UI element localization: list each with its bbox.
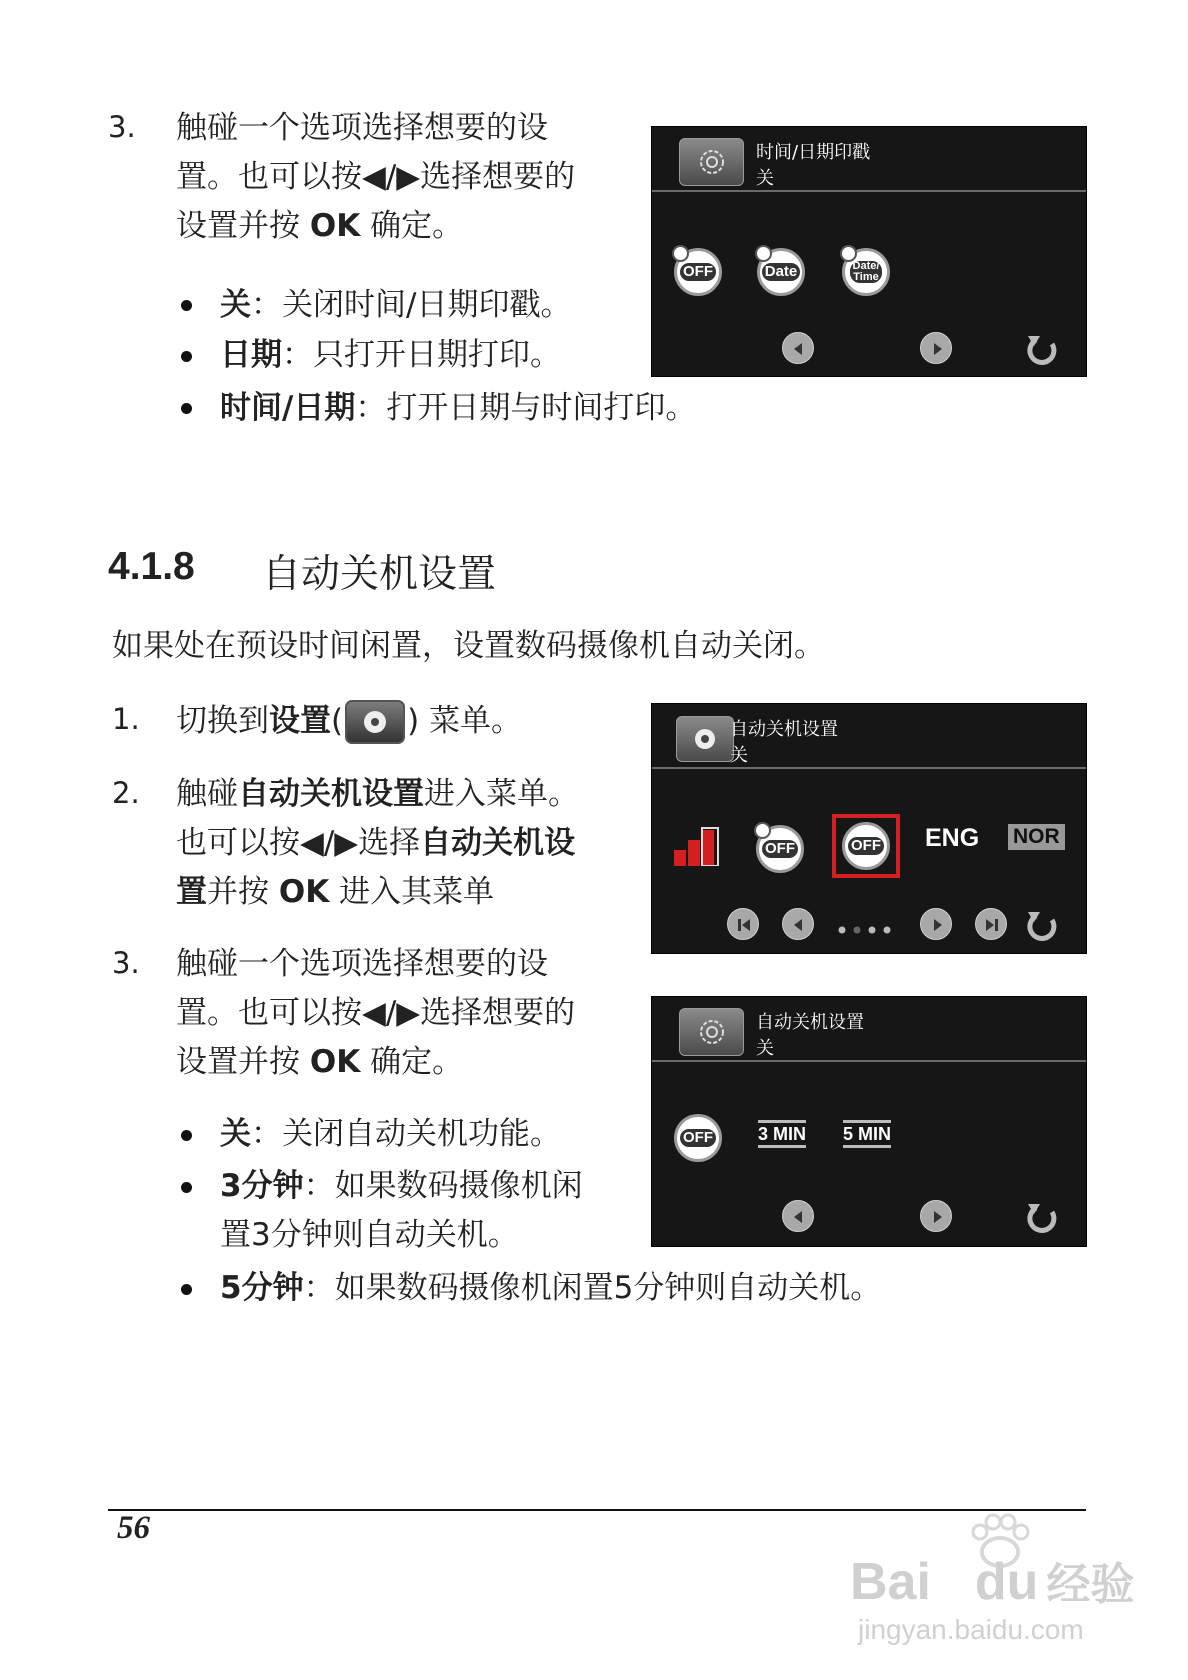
auto-off-options-screen: [651, 996, 1087, 1247]
timestamp-screen: [651, 126, 1087, 377]
step-line: 触碰一个选项选择想要的设: [176, 110, 548, 146]
settings-gear-icon[interactable]: [679, 138, 744, 186]
step-number: 3.: [112, 946, 140, 980]
clock-icon: [755, 245, 772, 262]
return-icon[interactable]: [1024, 906, 1062, 948]
next-arrow-icon[interactable]: [920, 332, 952, 364]
stamp-date-option[interactable]: Date: [757, 248, 805, 296]
settings-gear-icon[interactable]: [679, 1008, 744, 1056]
auto-off-5min-option[interactable]: 5 MIN: [843, 1120, 891, 1148]
bullet-dot: [181, 300, 192, 311]
stamp-off-option[interactable]: OFF: [674, 248, 722, 296]
step-text: [176, 940, 575, 1087]
prev-arrow-icon[interactable]: [782, 332, 814, 364]
settings-gear-icon: [345, 700, 405, 744]
settings-gear-icon[interactable]: [676, 716, 734, 762]
auto-off-selected-option[interactable]: OFF: [842, 822, 890, 870]
watermark-url: jingyan.baidu.com: [858, 1614, 1084, 1645]
step-text: [176, 770, 579, 917]
prev-arrow-icon[interactable]: [782, 908, 814, 940]
stamp-datetime-option[interactable]: Date/ Time: [842, 248, 890, 296]
step-text: [176, 104, 575, 251]
screen-value: 关: [756, 1038, 774, 1059]
screen-title: 自动关机设置: [756, 1012, 864, 1033]
bullet-dot: [181, 1284, 192, 1295]
bullet-dot: [181, 403, 192, 414]
step-text: 切换到 设置 ( ) 菜单。: [176, 697, 522, 746]
ok-key-label: OK: [309, 1044, 361, 1080]
ok-key-label: OK: [309, 208, 361, 244]
return-icon[interactable]: [1024, 1198, 1062, 1240]
screen-header: [652, 127, 1086, 192]
last-page-icon[interactable]: [975, 908, 1007, 940]
step-line: 置。也可以按◀/▶选择想要的: [176, 159, 576, 195]
bullet-dot: [181, 351, 192, 362]
footer-rule: [108, 1509, 1086, 1511]
first-page-icon[interactable]: [727, 908, 759, 940]
clock-icon: [840, 245, 857, 262]
volume-bars-icon[interactable]: [674, 824, 722, 870]
bullet-item: 3分钟：如果数码摄像机闲 置3分钟则自动关机。: [220, 1168, 583, 1253]
screen-value: 关: [730, 745, 748, 766]
step-line: 触碰自动关机设置进入菜单。: [176, 776, 579, 812]
section-intro: 如果处在预设时间闲置，设置数码摄像机自动关闭。: [112, 628, 825, 664]
step-line: 设置并按 OK 确定。: [176, 1044, 464, 1080]
page-dots: [838, 920, 894, 939]
next-arrow-icon[interactable]: [920, 908, 952, 940]
auto-off-3min-option[interactable]: 3 MIN: [758, 1120, 806, 1148]
step-number: 3.: [108, 110, 136, 144]
screen-value: 关: [756, 168, 774, 189]
section-title: 自动关机设置: [262, 552, 497, 597]
bullet-dot: [181, 1130, 192, 1141]
return-icon[interactable]: [1024, 330, 1062, 372]
tv-output-option[interactable]: NOR: [1008, 824, 1065, 850]
next-arrow-icon[interactable]: [920, 1200, 952, 1232]
auto-off-off-option[interactable]: OFF: [674, 1114, 722, 1162]
ok-key-label: OK: [278, 874, 330, 910]
prev-arrow-icon[interactable]: [782, 1200, 814, 1232]
step-line: 置并按 OK 进入其菜单: [176, 874, 495, 910]
step-number: 1.: [112, 702, 140, 736]
screen-title: 自动关机设置: [730, 719, 838, 740]
section-number: 4.1.8: [108, 545, 195, 588]
screen-title: 时间/日期印戳: [756, 142, 871, 163]
bullet-item: 日期：只打开日期打印。: [220, 337, 561, 373]
bullet-dot: [181, 1182, 192, 1193]
bullet-item: 时间/日期：打开日期与时间打印。: [220, 390, 697, 426]
bullet-item: 关：关闭自动关机功能。: [220, 1116, 561, 1152]
step-line: 置。也可以按◀/▶选择想要的: [176, 995, 576, 1031]
clock-icon: [672, 245, 689, 262]
bullet-item: 5分钟：如果数码摄像机闲置5分钟则自动关机。: [220, 1270, 882, 1306]
auto-off-menu-screen: [651, 703, 1087, 954]
page-number: 56: [117, 1510, 150, 1546]
screen-header: [652, 997, 1086, 1062]
clock-icon: [754, 822, 771, 839]
auto-off-option[interactable]: OFF: [756, 825, 804, 873]
screen-header: [652, 704, 1086, 769]
watermark-brand: Bai du 经验: [850, 1553, 1135, 1611]
step-line: 设置并按 OK 确定。: [176, 208, 464, 244]
bullet-item: 关：关闭时间/日期印戳。: [220, 287, 572, 323]
step-line: 也可以按◀/▶选择自动关机设: [176, 825, 576, 861]
step-number: 2.: [112, 776, 140, 810]
language-option[interactable]: ENG: [925, 824, 980, 852]
step-line: 触碰一个选项选择想要的设: [176, 946, 548, 982]
